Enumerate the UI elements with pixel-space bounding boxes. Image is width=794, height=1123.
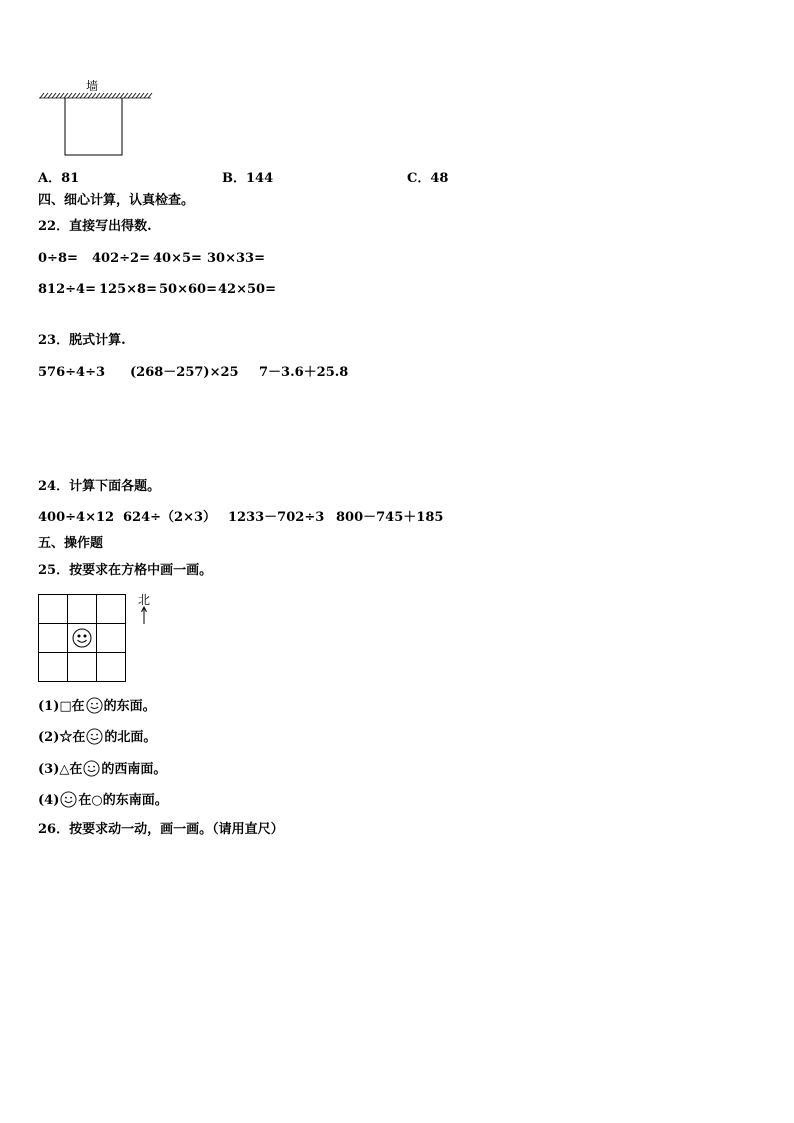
wall-figure [36,76,156,160]
q25-sub-1-prefix: (1)□在 [38,699,85,714]
q25-sub-3-prefix: (3)△在 [38,762,83,777]
q24-item: 624÷（2×3） [123,510,217,525]
q25-sub-2-suffix: 的北面。 [104,730,157,745]
q25-sub-1-suffix: 的东面。 [103,699,156,714]
q26-title: 26．按要求动一动，画一画。（请用直尺） [38,822,284,837]
option-b-value: 144 [246,171,274,186]
q24-item: 400÷4×12 [38,510,115,525]
q23-item: 576÷4÷3 [38,365,106,380]
q22-item: 812÷4= [38,282,96,297]
grid-diagram [38,594,168,684]
grid-3x3 [39,595,126,682]
q22-title: 22．直接写出得数. [38,219,152,234]
grid-figure [38,594,168,684]
smiley-icon [60,791,77,808]
north-label: 北 [138,593,151,607]
q25-sub-3-suffix: 的西南面。 [101,762,167,777]
q25-sub-4 [38,791,168,809]
q24-item: 1233－702÷3 [228,510,325,525]
q24-title: 24．计算下面各题。 [38,479,161,494]
fence-rectangle [65,98,122,155]
q22-item: 0÷8= [38,251,78,266]
q25-sub-1 [38,697,156,715]
north-arrow-icon [142,607,147,624]
wall-hatching [39,93,152,98]
q25-sub-3 [38,760,166,778]
q22-item: 402÷2= [92,251,150,266]
q24-item: 800－745＋185 [336,510,444,525]
option-c-letter: C． [407,171,431,186]
wall-diagram [36,76,156,160]
q25-sub-4-suffix: 在○的东南面。 [78,793,168,808]
q23-item: (268－257)×25 [130,365,239,380]
option-b-letter: B． [222,171,246,186]
option-b[interactable] [222,167,273,186]
q23-title: 23．脱式计算. [38,333,126,348]
q22-item: 42×50= [218,282,276,297]
section-5-title: 五、操作题 [38,536,104,551]
section-4-title: 四、细心计算，认真检查。 [38,193,195,208]
option-a-value: 81 [61,171,80,186]
option-c-value: 48 [430,171,449,186]
q22-item: 50×60= [159,282,217,297]
q25-sub-2-prefix: (2)☆在 [38,730,86,745]
q23-item: 7－3.6＋25.8 [259,365,349,380]
option-a[interactable] [38,167,79,186]
option-a-letter: A． [38,171,62,186]
smiley-icon [86,697,103,714]
q25-sub-4-prefix: (4) [38,793,60,808]
q22-item: 40×5= [153,251,202,266]
q25-title: 25．按要求在方格中画一画。 [38,563,213,578]
q22-item: 125×8= [99,282,157,297]
q25-sub-2 [38,728,156,746]
wall-label: 墙 [86,79,99,93]
smiley-icon [73,629,91,647]
smiley-icon [83,760,100,777]
smiley-icon [86,728,103,745]
option-c[interactable] [407,167,448,186]
q22-item: 30×33= [207,251,265,266]
